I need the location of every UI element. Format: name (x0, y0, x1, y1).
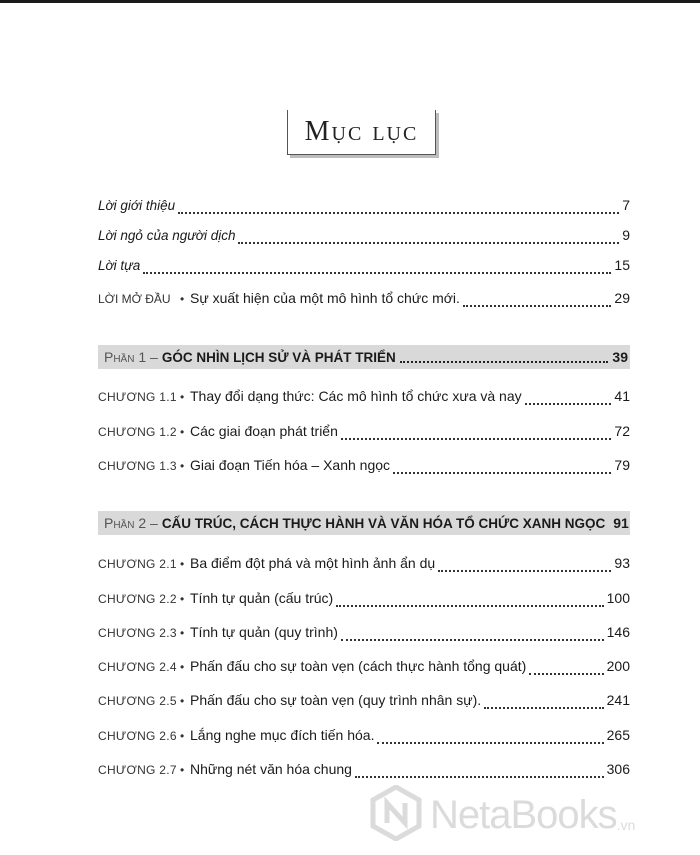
entry-label: Lời ngỏ của người dịch (98, 228, 236, 243)
part-title: CẤU TRÚC, CÁCH THỰC HÀNH VÀ VĂN HÓA TỔ CHỨC XANH NGỌC (161, 515, 606, 531)
bullet-separator: • (180, 425, 185, 439)
leader-dots (484, 707, 603, 709)
chapter-title: Phấn đấu cho sự toàn vẹn (cách thực hành tổng quát) (190, 658, 527, 674)
chapter-number: CHƯƠNG 2.1 (98, 557, 177, 571)
bullet-separator: • (180, 292, 185, 306)
bullet-separator: • (180, 660, 185, 674)
toc-entry-introduction[interactable] (98, 290, 630, 312)
chapter-number: CHƯƠNG 1.2 (98, 425, 177, 439)
toc-entry-foreword[interactable] (98, 197, 630, 219)
leader-dots (341, 639, 604, 641)
leader-dots (525, 403, 612, 405)
bullet-separator: • (180, 459, 185, 473)
watermark-suffix: .vn (616, 817, 636, 833)
toc-chapter-2-2[interactable] (98, 590, 630, 612)
chapter-page: 241 (606, 692, 630, 708)
part-number: Phần 2 – (104, 515, 158, 531)
leader-dots (393, 472, 611, 474)
bullet-separator: • (180, 729, 185, 743)
chapter-title: Các giai đoạn phát triển (190, 423, 338, 439)
chapter-page: 146 (606, 624, 630, 640)
entry-title: Sự xuất hiện của một mô hình tổ chức mới. (190, 290, 460, 306)
leader-dots (178, 212, 619, 214)
chapter-number: CHƯƠNG 2.2 (98, 592, 177, 606)
toc-chapter-2-3[interactable] (98, 624, 630, 646)
chapter-number: CHƯƠNG 2.3 (98, 626, 177, 640)
chapter-page: 41 (614, 388, 630, 404)
toc-chapter-1-1[interactable] (98, 388, 630, 410)
toc-entry-preface[interactable] (98, 257, 630, 279)
chapter-title: Tính tự quản (quy trình) (190, 624, 338, 640)
bullet-separator: • (180, 626, 185, 640)
bullet-separator: • (180, 557, 185, 571)
leader-dots (355, 776, 604, 778)
leader-dots (463, 305, 611, 307)
part-title: GÓC NHÌN LỊCH SỬ VÀ PHÁT TRIỂN (161, 349, 396, 365)
toc-chapter-2-1[interactable] (98, 555, 630, 577)
toc-entry-translator-note[interactable] (98, 227, 630, 249)
top-rule (0, 0, 700, 3)
part-number: Phần 1 – (104, 349, 158, 365)
bullet-separator: • (180, 390, 185, 404)
chapter-title: Những nét văn hóa chung (190, 761, 352, 777)
entry-label: Lời giới thiệu (98, 198, 176, 213)
bullet-separator: • (180, 592, 185, 606)
toc-chapter-1-3[interactable] (98, 457, 630, 479)
chapter-number: CHƯƠNG 2.6 (98, 729, 177, 743)
chapter-page: 306 (606, 761, 630, 777)
leader-dots (336, 605, 603, 607)
entry-page: 9 (622, 227, 630, 243)
chapter-page: 79 (614, 457, 630, 473)
chapter-number: CHƯƠNG 1.1 (98, 390, 177, 404)
toc-chapter-2-6[interactable] (98, 727, 630, 749)
leader-dots (341, 438, 612, 440)
chapter-number: CHƯƠNG 2.4 (98, 660, 177, 674)
leader-dots (238, 242, 619, 244)
chapter-title: Giai đoạn Tiến hóa – Xanh ngọc (190, 457, 391, 473)
bullet-separator: • (180, 763, 185, 777)
chapter-page: 100 (606, 590, 630, 606)
chapter-number: CHƯƠNG 2.5 (98, 694, 177, 708)
chapter-title: Lắng nghe mục đích tiến hóa. (190, 727, 375, 743)
watermark-text: NetaBooks (430, 792, 617, 837)
entry-page: 29 (614, 290, 630, 306)
chapter-number: CHƯƠNG 2.7 (98, 763, 177, 777)
chapter-title: Thay đổi dạng thức: Các mô hình tổ chức xưa và nay (190, 388, 522, 404)
leader-dots (529, 673, 603, 675)
part-page: 39 (612, 349, 628, 365)
chapter-number: CHƯƠNG 1.3 (98, 459, 177, 473)
entry-page: 15 (614, 257, 630, 273)
part-page: 91 (613, 515, 629, 531)
leader-dots (400, 361, 609, 363)
entry-label: Lời tựa (98, 258, 141, 273)
chapter-page: 265 (606, 727, 630, 743)
page-title: Mục lục (287, 110, 436, 155)
netabooks-watermark (370, 780, 690, 850)
chapter-page: 93 (614, 555, 630, 571)
netabooks-logo-icon (370, 785, 422, 846)
toc-chapter-2-4[interactable] (98, 658, 630, 680)
chapter-page: 200 (606, 658, 630, 674)
part-2-header[interactable] (98, 511, 630, 535)
chapter-title: Ba điểm đột phá và một hình ảnh ẩn dụ (190, 555, 436, 571)
leader-dots (438, 570, 611, 572)
chapter-title: Phấn đấu cho sự toàn vẹn (quy trình nhân sự). (190, 692, 482, 708)
entry-page: 7 (622, 197, 630, 213)
leader-dots (377, 742, 603, 744)
toc-chapter-2-5[interactable] (98, 692, 630, 714)
chapter-title: Tính tự quản (cấu trúc) (190, 590, 334, 606)
bullet-separator: • (180, 694, 185, 708)
chapter-page: 72 (614, 423, 630, 439)
toc-chapter-1-2[interactable] (98, 423, 630, 445)
leader-dots (143, 272, 611, 274)
part-1-header[interactable] (98, 345, 630, 369)
intro-label: LỜI MỞ ĐẦU (98, 292, 171, 306)
